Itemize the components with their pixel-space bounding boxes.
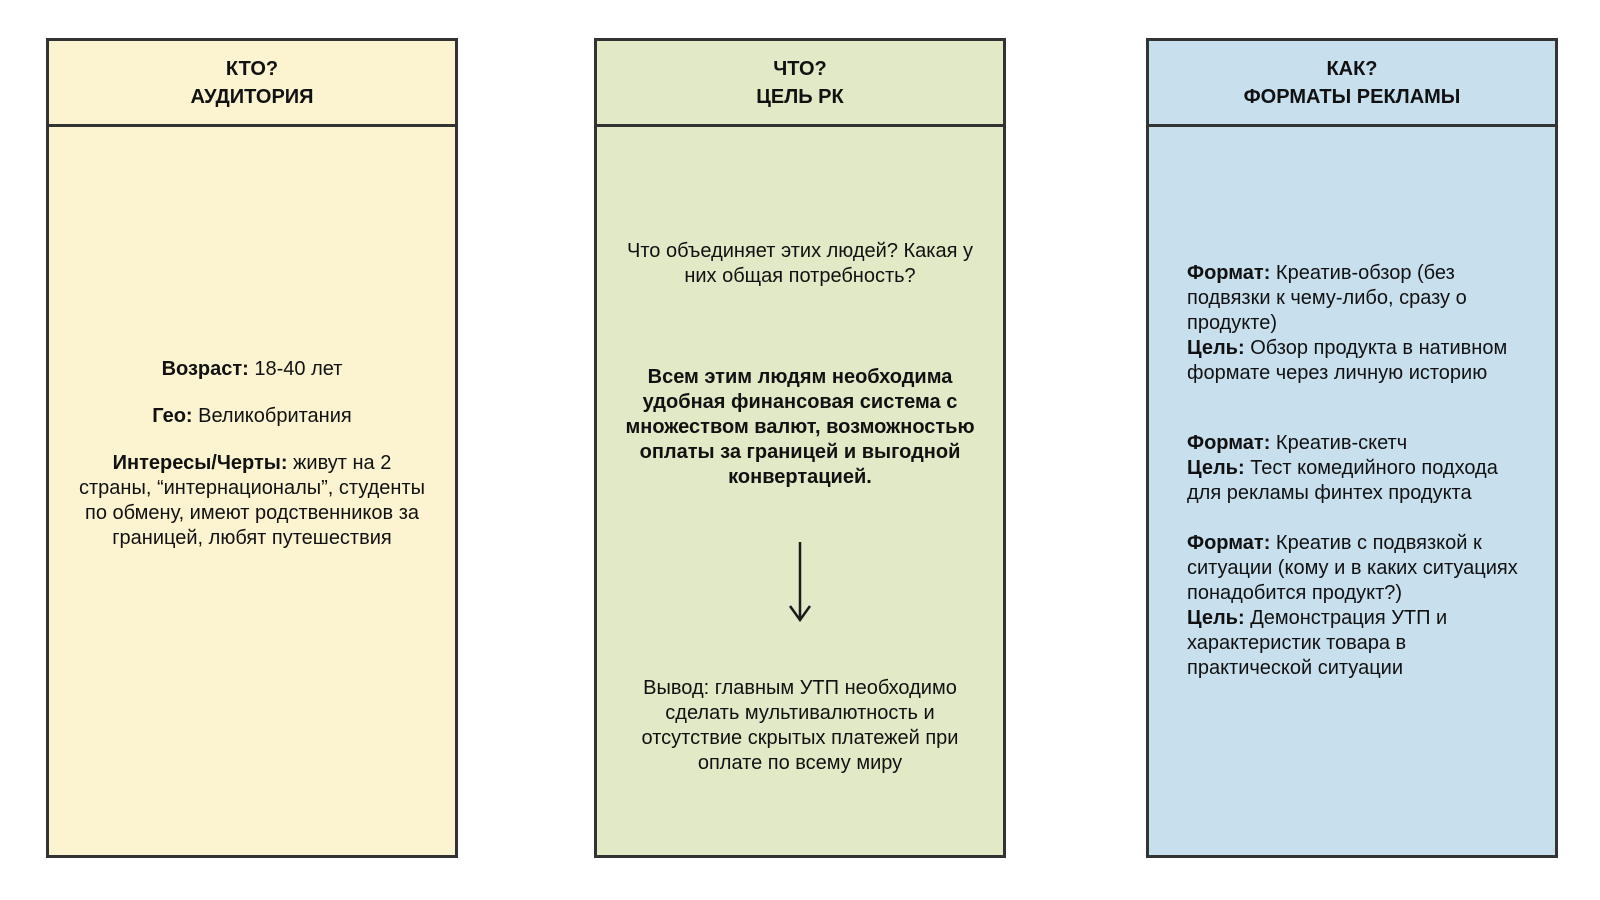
format-block-sketch-goal bbox=[1187, 456, 1527, 506]
card-formats-body bbox=[1149, 127, 1555, 681]
down-arrow-icon bbox=[623, 540, 977, 624]
format-label: Формат: bbox=[1187, 262, 1271, 284]
format-value: Креатив с подвязкой к ситуации (кому и в каких ситуациях понадобится продукт?) bbox=[1187, 532, 1518, 604]
card-goal-header bbox=[597, 41, 1003, 127]
card-formats-header-line2: ФОРМАТЫ РЕКЛАМЫ bbox=[1243, 85, 1461, 108]
format-block-review bbox=[1187, 261, 1527, 386]
audience-field-interests-value: живут на 2 страны, “интернационалы”, студенты по обмену, имеют родственников за границей, любят путешествия bbox=[79, 452, 425, 549]
audience-field-geo bbox=[79, 404, 425, 429]
goal-conclusion: Вывод: главным УТП необходимо сделать мультивалютность и отсутствие скрытых платежей при оплате по всему миру bbox=[641, 677, 959, 774]
card-formats bbox=[1146, 38, 1558, 858]
format-block-sketch bbox=[1187, 431, 1527, 506]
goal-statement: Всем этим людям необходима удобная финансовая система с множеством валют, возможностью оплаты за границей и выгодной конвертацией. bbox=[625, 366, 975, 488]
card-goal-header-line1: ЧТО? bbox=[773, 57, 827, 80]
audience-field-interests-label: Интересы/Черты: bbox=[112, 452, 288, 474]
audience-field-interests bbox=[79, 451, 425, 551]
format-block-review-format bbox=[1187, 261, 1527, 336]
format-block-review-goal bbox=[1187, 336, 1527, 386]
audience-field-age bbox=[79, 357, 425, 382]
card-audience-header-line1: КТО? bbox=[225, 57, 279, 80]
audience-field-geo-value: Великобритания bbox=[192, 405, 352, 427]
card-goal bbox=[594, 38, 1006, 858]
audience-field-geo-label: Гео: bbox=[152, 405, 193, 427]
format-label: Формат: bbox=[1187, 532, 1271, 554]
goal-label: Цель: bbox=[1187, 457, 1245, 479]
goal-label: Цель: bbox=[1187, 337, 1245, 359]
goal-question: Что объединяет этих людей? Какая у них общая потребность? bbox=[627, 240, 973, 287]
format-value: Креатив-обзор (без подвязки к чему-либо, сразу о продукте) bbox=[1187, 262, 1467, 334]
format-block-sketch-format bbox=[1187, 431, 1527, 456]
format-value: Креатив-скетч bbox=[1270, 432, 1408, 454]
card-formats-header-line1: КАК? bbox=[1326, 57, 1378, 80]
goal-label: Цель: bbox=[1187, 607, 1245, 629]
card-audience-header bbox=[49, 41, 455, 127]
format-block-situation-goal bbox=[1187, 606, 1527, 681]
format-block-situation-format bbox=[1187, 531, 1527, 606]
goal-value: Демонстрация УТП и характеристик товара в практической ситуации bbox=[1187, 607, 1448, 679]
card-audience-header-line2: АУДИТОРИЯ bbox=[190, 85, 314, 108]
card-formats-header bbox=[1149, 41, 1555, 127]
audience-field-age-label: Возраст: bbox=[161, 358, 249, 380]
goal-value: Обзор продукта в нативном формате через личную историю bbox=[1187, 337, 1508, 384]
card-audience bbox=[46, 38, 458, 858]
card-goal-body bbox=[597, 127, 1003, 776]
card-goal-header-line2: ЦЕЛЬ РК bbox=[756, 85, 844, 108]
format-label: Формат: bbox=[1187, 432, 1271, 454]
goal-value: Тест комедийного подхода для рекламы финтех продукта bbox=[1187, 457, 1498, 504]
card-audience-body bbox=[49, 127, 455, 551]
audience-field-age-value: 18-40 лет bbox=[248, 358, 343, 380]
format-block-situation bbox=[1187, 531, 1527, 681]
